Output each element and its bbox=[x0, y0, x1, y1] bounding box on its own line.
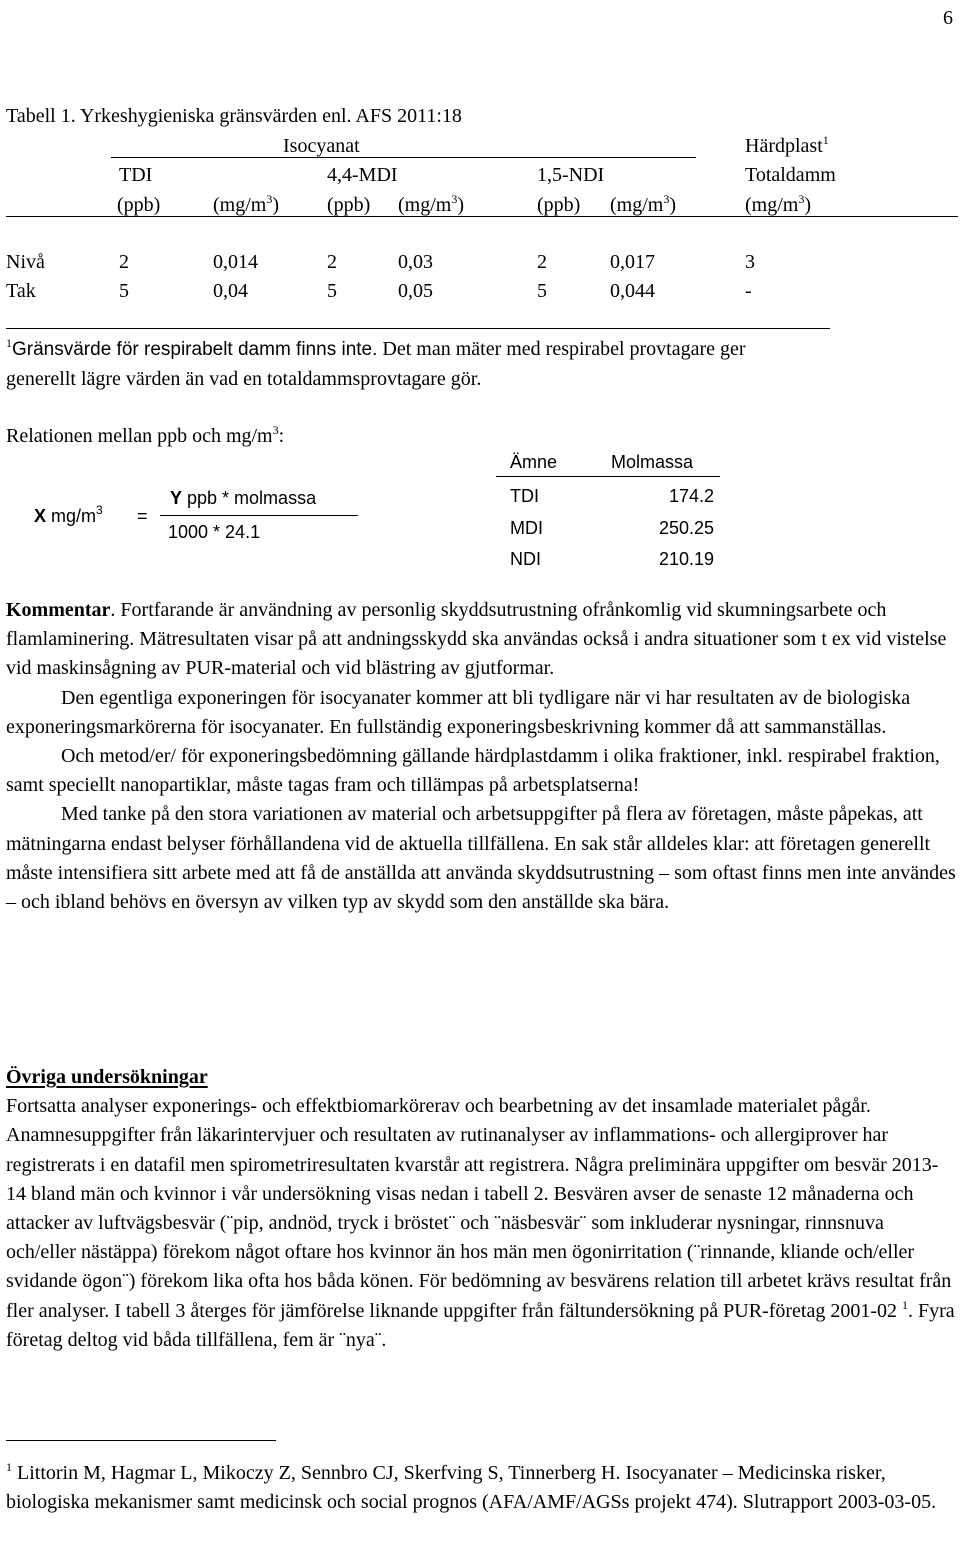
table-cell: 5 bbox=[119, 280, 129, 302]
molar-header-mass: Molmassa bbox=[611, 452, 694, 472]
comment-paragraph-3: Och metod/er/ för exponeringsbedömning gällande härdplastdamm i olika fraktioner, inkl. respirabel fraktion, samt speciellt nanopartiklar, måste tagas fram och tillämpas på arbetsplatserna! bbox=[6, 745, 940, 797]
table-cell: 174.2 bbox=[668, 486, 714, 506]
substance-totaldamm: Totaldamm bbox=[745, 164, 836, 186]
table-cell: 0,03 bbox=[398, 251, 433, 273]
substance-ndi: 1,5-NDI bbox=[537, 164, 605, 186]
isocyanat-underline bbox=[111, 157, 696, 158]
unit-tdi-mg: $(mg/m^3)$ bbox=[213, 192, 280, 216]
table-cell: 0,014 bbox=[213, 251, 258, 273]
footnote-separator bbox=[6, 328, 830, 329]
unit-mdi-ppb: (ppb) bbox=[327, 194, 371, 216]
row-label-niva: Nivå bbox=[6, 251, 45, 273]
comment-section bbox=[6, 596, 956, 917]
table-cell: 2 bbox=[327, 251, 337, 273]
table-cell: 210.19 bbox=[658, 549, 714, 569]
table-cell: NDI bbox=[510, 549, 541, 569]
relation-heading: Relationen mellan ppb och $mg/m^3$: bbox=[6, 423, 285, 447]
table-cell: 0,04 bbox=[213, 280, 248, 302]
table-cell: 0,05 bbox=[398, 280, 433, 302]
comment-paragraph-2: Den egentliga exponeringen för isocyanater kommer att bli tydligare när vi har resultaten av de biologiska exponeringsmarkörerna för isocyanater. En fullständig exponeringsbeskrivning kommer då att sammanställas. bbox=[6, 686, 911, 738]
other-studies-heading: Övriga undersökningar bbox=[6, 1066, 208, 1088]
table-cell: 250.25 bbox=[658, 518, 714, 538]
table-caption: Tabell 1. Yrkeshygieniska gränsvärden enl. AFS 2011:18 bbox=[6, 105, 462, 127]
table-cell: 2 bbox=[537, 251, 547, 273]
table-footnote-line1: $^1$Gränsvärde för respirabelt damm finns inte. Det man mäter med respirabel provtagare ger bbox=[6, 336, 746, 360]
table-cell: 3 bbox=[745, 251, 755, 273]
unit-totaldamm-mg: $(mg/m^3)$ bbox=[745, 192, 812, 216]
other-studies-body: Fortsatta analyser exponerings- och effektbiomarkörerav och bearbetning av det insamlade materialet pågår. Anamnesuppgifter från läkarintervjuer och resultaten av rutinanalyser av inflammations- och allergiprover har registrerats i en datafil men spirometriresultaten kvarstår att registrera. Några preliminära uppgifter om besvär 2013-14 bland män och kvinnor i vår undersökning visas nedan i tabell 2. Besvären avser de senaste 12 månaderna och attacker av luftvägsbesvär (¨pip, andnöd, tryck i bröstet¨ och ¨näsbesvär¨ som inkluderar nysningar, rinnsnuva och/eller nästäppa) förekom något oftare hos kvinnor än hos män men ögonirritation (¨rinnande, kliande och/eller svidande ögon¨) förekom lika ofta hos båda könen. För bedömning av besvärens relation till arbetet krävs resultat från fler analyser. I tabell 3 återges för jämförelse liknande uppgifter från fältundersökning på PUR-företag 2001-02 $^1$. Fyra företag deltog vid båda tillfällena, fem är ¨nya¨. bbox=[6, 1095, 955, 1351]
formula-denominator: 1000 * 24.1 bbox=[168, 522, 261, 542]
table-cell: 0,044 bbox=[610, 280, 655, 302]
formula-lhs: X $mg/m^3$ bbox=[34, 503, 103, 526]
unit-tdi-ppb: (ppb) bbox=[117, 194, 161, 216]
fraction-bar bbox=[160, 515, 358, 516]
table-cell: TDI bbox=[510, 486, 539, 506]
table-cell: MDI bbox=[510, 518, 543, 538]
unit-mdi-mg: $(mg/m^3)$ bbox=[398, 192, 465, 216]
table-cell: 0,017 bbox=[610, 251, 655, 273]
reference-footnote: $^1$ Littorin M, Hagmar L, Mikoczy Z, Sennbro CJ, Skerfving S, Tinnerberg H. Isocyanater – Medicinska risker, biologiska mekanismer samt medicinsk och social prognos (AFA/AMF/AGSs projekt 474). Slutrapport 2003-03-05. bbox=[6, 1460, 937, 1514]
group-header-isocyanat: Isocyanat bbox=[283, 135, 360, 157]
formula-equals: = bbox=[137, 506, 148, 526]
group-header-hardplast: Härdplast$^1$ bbox=[745, 133, 829, 157]
substance-tdi: TDI bbox=[119, 164, 153, 186]
molar-header-rule bbox=[496, 476, 720, 477]
table-footnote-line2: generellt lägre värden än vad en totaldammsprovtagare gör. bbox=[6, 368, 482, 390]
table-cell: 5 bbox=[537, 280, 547, 302]
comment-paragraph-1: Kommentar. Fortfarande är användning av personlig skyddsutrustning ofrånkomlig vid skumningsarbete och flamlaminering. Mätresultaten visar på att andningsskydd ska användas också i andra situationer som t ex vid vistelse vid maskinsågning av PUR-material och vid blästring av gjutformar. bbox=[6, 599, 947, 680]
substance-mdi: 4,4-MDI bbox=[327, 164, 398, 186]
unit-ndi-mg: $(mg/m^3)$ bbox=[610, 192, 677, 216]
bottom-footnote-separator bbox=[6, 1440, 276, 1441]
comment-paragraph-4: Med tanke på den stora variationen av material och arbetsuppgifter på flera av företagen, måste påpekas, att mätningarna endast belyser förhållandena vid de aktuella tillfällena. En sak står alldeles klar: att företagen generellt måste intensifiera sitt arbete med att få de anställda att använda skyddsutrustning – som oftast finns men inte användes – och ibland behövs en översyn av vilken typ av skydd som den anställde ska bära. bbox=[6, 803, 956, 914]
formula-numerator: Y ppb * molmassa bbox=[170, 488, 317, 508]
table-header-rule bbox=[6, 216, 958, 217]
unit-ndi-ppb: (ppb) bbox=[537, 194, 581, 216]
table-cell: - bbox=[745, 280, 752, 302]
table-cell: 2 bbox=[119, 251, 129, 273]
row-label-tak: Tak bbox=[6, 280, 36, 302]
other-studies-section bbox=[6, 1063, 956, 1355]
page-number: 6 bbox=[943, 7, 953, 29]
table-cell: 5 bbox=[327, 280, 337, 302]
molar-header-substance: Ämne bbox=[510, 452, 558, 472]
